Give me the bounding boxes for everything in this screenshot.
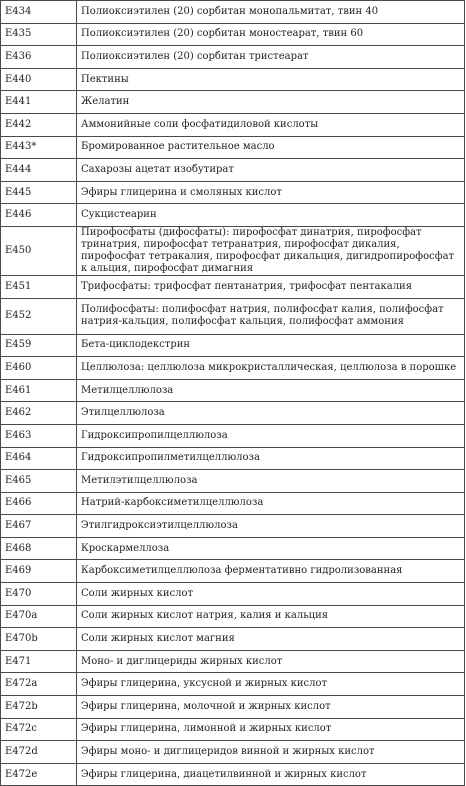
additive-name: Этилцеллюлоза: [77, 402, 465, 425]
additive-name: Натрий-карбоксиметилцеллюлоза: [77, 492, 465, 515]
additive-code: E469: [1, 560, 77, 583]
additive-code: E472e: [1, 763, 77, 786]
additive-name: Этилгидроксиэтилцеллюлоза: [77, 515, 465, 538]
table-row: [1, 583, 465, 606]
additive-code: E470b: [1, 628, 77, 651]
additive-name: Полиоксиэтилен (20) сорбитан тристеарат: [77, 46, 465, 69]
table-row: [1, 226, 465, 275]
additive-code: E460: [1, 357, 77, 380]
table-row: [1, 492, 465, 515]
table-row: [1, 560, 465, 583]
additive-code: E468: [1, 537, 77, 560]
table-row: [1, 113, 465, 136]
table-row: [1, 159, 465, 182]
additive-name: Бромированное растительное масло: [77, 136, 465, 159]
table-row: [1, 23, 465, 46]
additive-name: Метилцеллюлоза: [77, 379, 465, 402]
additive-code: E442: [1, 113, 77, 136]
additive-code: E452: [1, 298, 77, 334]
additive-name: Эфиры глицерина, уксусной и жирных кислот: [77, 673, 465, 696]
additive-name: Эфиры глицерина, диацетилвинной и жирных кислот: [77, 763, 465, 786]
additive-code: E464: [1, 447, 77, 470]
additive-name: Карбоксиметилцеллюлоза ферментативно гидролизованная: [77, 560, 465, 583]
additive-name: Гидроксипропилметилцеллюлоза: [77, 447, 465, 470]
additive-name: Эфиры моно- и диглицеридов винной и жирных кислот: [77, 741, 465, 764]
additive-code: E440: [1, 68, 77, 91]
additive-code: E443*: [1, 136, 77, 159]
additive-name: Сахарозы ацетат изобутират: [77, 159, 465, 182]
additive-code: E450: [1, 226, 77, 275]
additive-code: E451: [1, 275, 77, 298]
additive-code: E467: [1, 515, 77, 538]
table-row: [1, 628, 465, 651]
table-row: [1, 447, 465, 470]
additive-name: Эфиры глицерина, лимонной и жирных кислот: [77, 718, 465, 741]
additive-name: Эфиры глицерина, молочной и жирных кислот: [77, 696, 465, 719]
additive-name: Сукцистеарин: [77, 204, 465, 227]
additive-code: E434: [1, 1, 77, 24]
table-row: [1, 424, 465, 447]
table-row: [1, 68, 465, 91]
additive-code: E471: [1, 650, 77, 673]
table-row: [1, 402, 465, 425]
additive-code: E463: [1, 424, 77, 447]
additive-name: Полиоксиэтилен (20) сорбитан монопальмитат, твин 40: [77, 1, 465, 24]
additive-code: E472c: [1, 718, 77, 741]
additive-code: E465: [1, 470, 77, 493]
additive-name: Аммонийные соли фосфатидиловой кислоты: [77, 113, 465, 136]
table-row: [1, 741, 465, 764]
additive-name: Пектины: [77, 68, 465, 91]
table-row: [1, 275, 465, 298]
additive-code: E466: [1, 492, 77, 515]
table-row: [1, 515, 465, 538]
additive-name: Эфиры глицерина и смоляных кислот: [77, 181, 465, 204]
additives-table-body: [1, 1, 465, 786]
additive-code: E470: [1, 583, 77, 606]
additive-code: E436: [1, 46, 77, 69]
additive-name: Метилэтилцеллюлоза: [77, 470, 465, 493]
additive-name: Целлюлоза: целлюлоза микрокристаллическая, целлюлоза в порошке: [77, 357, 465, 380]
additive-name: Полифосфаты: полифосфат натрия, полифосфат калия, полифосфат натрия-кальция, полифосфат кальция, полифосфат аммония: [77, 298, 465, 334]
additive-name: Трифосфаты: трифосфат пентанатрия, трифосфат пентакалия: [77, 275, 465, 298]
additive-code: E459: [1, 334, 77, 357]
table-row: [1, 605, 465, 628]
additive-code: E472a: [1, 673, 77, 696]
additive-name: Кроскармеллоза: [77, 537, 465, 560]
additive-name: Соли жирных кислот: [77, 583, 465, 606]
table-row: [1, 537, 465, 560]
additive-code: E445: [1, 181, 77, 204]
additive-code: E461: [1, 379, 77, 402]
additive-name: Гидроксипропилцеллюлоза: [77, 424, 465, 447]
additive-code: E472d: [1, 741, 77, 764]
additive-name: Желатин: [77, 91, 465, 114]
additive-code: E470a: [1, 605, 77, 628]
table-row: [1, 204, 465, 227]
additive-name: Бета-циклодекстрин: [77, 334, 465, 357]
table-row: [1, 650, 465, 673]
table-row: [1, 763, 465, 786]
table-row: [1, 673, 465, 696]
additive-name: Соли жирных кислот магния: [77, 628, 465, 651]
table-row: [1, 357, 465, 380]
additive-code: E446: [1, 204, 77, 227]
table-row: [1, 379, 465, 402]
table-row: [1, 91, 465, 114]
additive-name: Полиоксиэтилен (20) сорбитан моностеарат, твин 60: [77, 23, 465, 46]
additive-code: E472b: [1, 696, 77, 719]
additive-name: Пирофосфаты (дифосфаты): пирофосфат динатрия, пирофосфат тринатрия, пирофосфат тетранатрия, пирофосфат дикалия, пирофосфат тетракалия, пирофосфат дикальция, дигидропирофосфат к альция, пирофосфат димагния: [77, 226, 465, 275]
table-row: [1, 46, 465, 69]
additive-name: Моно- и диглицериды жирных кислот: [77, 650, 465, 673]
additive-code: E462: [1, 402, 77, 425]
table-row: [1, 470, 465, 493]
table-row: [1, 1, 465, 24]
table-row: [1, 696, 465, 719]
table-row: [1, 298, 465, 334]
additive-code: E435: [1, 23, 77, 46]
table-row: [1, 718, 465, 741]
table-row: [1, 334, 465, 357]
additive-code: E441: [1, 91, 77, 114]
additive-name: Соли жирных кислот натрия, калия и кальция: [77, 605, 465, 628]
additive-code: E444: [1, 159, 77, 182]
table-row: [1, 181, 465, 204]
table-row: [1, 136, 465, 159]
